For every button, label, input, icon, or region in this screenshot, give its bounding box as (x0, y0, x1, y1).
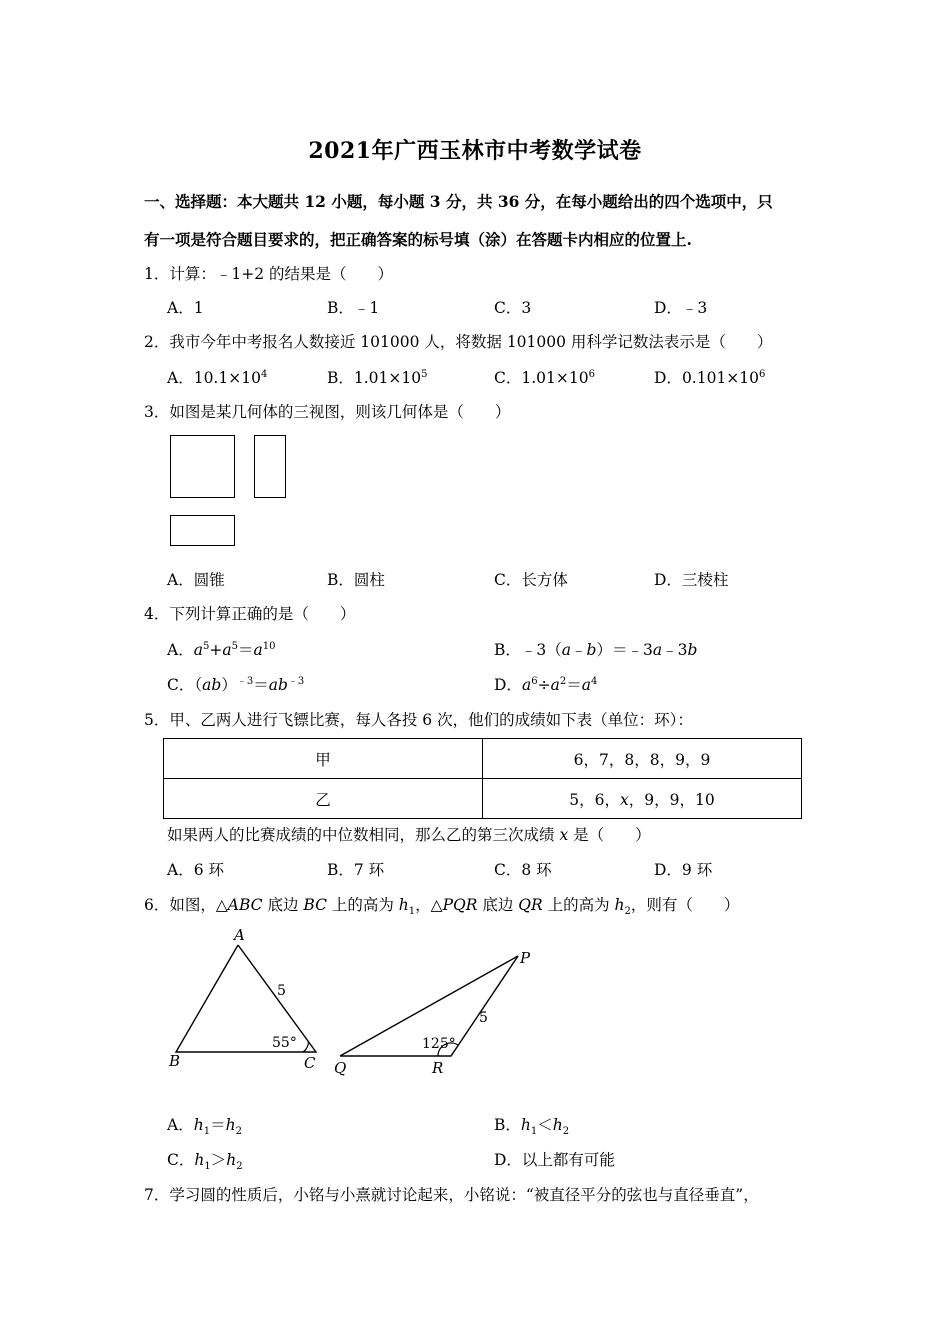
section-instructions-line2: 有一项是符合题目要求的，把正确答案的标号填（涂）在答题卡内相应的位置上. (144, 230, 692, 249)
question-4-stem: 4．下列计算正确的是（ ） (144, 605, 356, 623)
q4-option-b: B．﹣3（a﹣b）＝﹣3a﹣3b (494, 641, 698, 659)
q3-option-c: C．长方体 (494, 571, 568, 589)
scores-table (163, 738, 802, 819)
question-6-stem: 6．如图，△ABC 底边 BC 上的高为 $h_1$，△PQR 底边 QR 上的高为 $h_2$，则有（ ） (144, 896, 740, 918)
table-row (164, 779, 802, 819)
side-pr-length: 5 (479, 1010, 488, 1026)
q3-option-a: A．圆锥 (167, 571, 225, 589)
q3-option-b: B．圆柱 (327, 571, 385, 589)
q1-option-c: C．3 (494, 299, 532, 317)
table-cell-name: 乙 (164, 779, 483, 819)
table-cell-scores: 6，7，8，8，9，9 (483, 739, 802, 779)
q1-option-d: D．﹣3 (654, 299, 708, 317)
triangles-figure (160, 920, 560, 1080)
q6-option-a: A．$h_1=h_2$ (167, 1116, 242, 1138)
question-7-stem: 7．学习圆的性质后，小铭与小熹就讨论起来，小铭说：“被直径平分的弦也与直径垂直”， (144, 1186, 759, 1204)
label-p: P (520, 949, 531, 967)
q5-option-c: C．8 环 (494, 861, 552, 879)
top-view-rectangle (170, 515, 235, 546)
q5-option-b: B．7 环 (327, 861, 385, 879)
q2-option-c: C．$1.01\times 10^6$ (494, 368, 595, 387)
question-5-stem: 5．甲、乙两人进行飞镖比赛，每人各投 6 次，他们的成绩如下表（单位：环）： (144, 711, 693, 729)
q4-option-a: A．$a^5+a^5=a^{10}$ (167, 640, 276, 659)
question-5-followup: 如果两人的比赛成绩的中位数相同，那么乙的第三次成绩 x 是（ ） (167, 826, 651, 844)
q2-option-b: B．$1.01\times 10^5$ (327, 368, 428, 387)
q4-option-c: C．$(ab)^{﹣3}=ab^{﹣3}$ (167, 675, 305, 694)
side-view-rectangle (254, 435, 286, 498)
q1-option-b: B．﹣1 (327, 299, 380, 317)
label-r: R (432, 1059, 444, 1077)
side-ac-length: 5 (277, 983, 286, 999)
q6-option-d: D．以上都有可能 (494, 1151, 615, 1169)
q4-option-d: D．$a^6\div a^2=a^4$ (494, 675, 598, 694)
q2-option-a: A．$10.1\times 10^4$ (167, 368, 268, 387)
section-instructions-line1: 一、选择题：本大题共 12 小题，每小题 3 分，共 36 分，在每小题给出的四个选项中，只 (144, 192, 773, 211)
q2-option-d: D．$0.101\times 10^6$ (654, 368, 766, 387)
q3-option-d: D．三棱柱 (654, 571, 729, 589)
angle-r-value: 125° (422, 1036, 456, 1052)
label-a: A (234, 926, 245, 944)
angle-c-value: 55° (272, 1035, 297, 1051)
q6-option-c: C．$h_1>h_2$ (167, 1151, 243, 1173)
q1-option-a: A．1 (167, 299, 204, 317)
question-3-stem: 3．如图是某几何体的三视图，则该几何体是（ ） (144, 403, 511, 421)
label-q: Q (334, 1059, 347, 1077)
table-cell-name: 甲 (164, 739, 483, 779)
front-view-square (170, 435, 235, 498)
question-1-stem: 1．计算：﹣1+2 的结果是（ ） (144, 265, 394, 283)
q5-option-d: D．9 环 (654, 861, 713, 879)
q5-option-a: A．6 环 (167, 861, 224, 879)
table-row (164, 739, 802, 779)
angle-c-arc (303, 1042, 309, 1053)
label-b: B (169, 1052, 181, 1070)
table-cell-scores: 5，6，x，9，9，10 (483, 779, 802, 819)
label-c: C (304, 1054, 316, 1072)
question-2-stem: 2．我市今年中考报名人数接近 101000 人，将数据 101000 用科学记数法表示是（ ） (144, 333, 773, 351)
q6-option-b: B．$h_1<h_2$ (494, 1116, 570, 1138)
page-title: 2021年广西玉林市中考数学试卷 (308, 138, 642, 164)
